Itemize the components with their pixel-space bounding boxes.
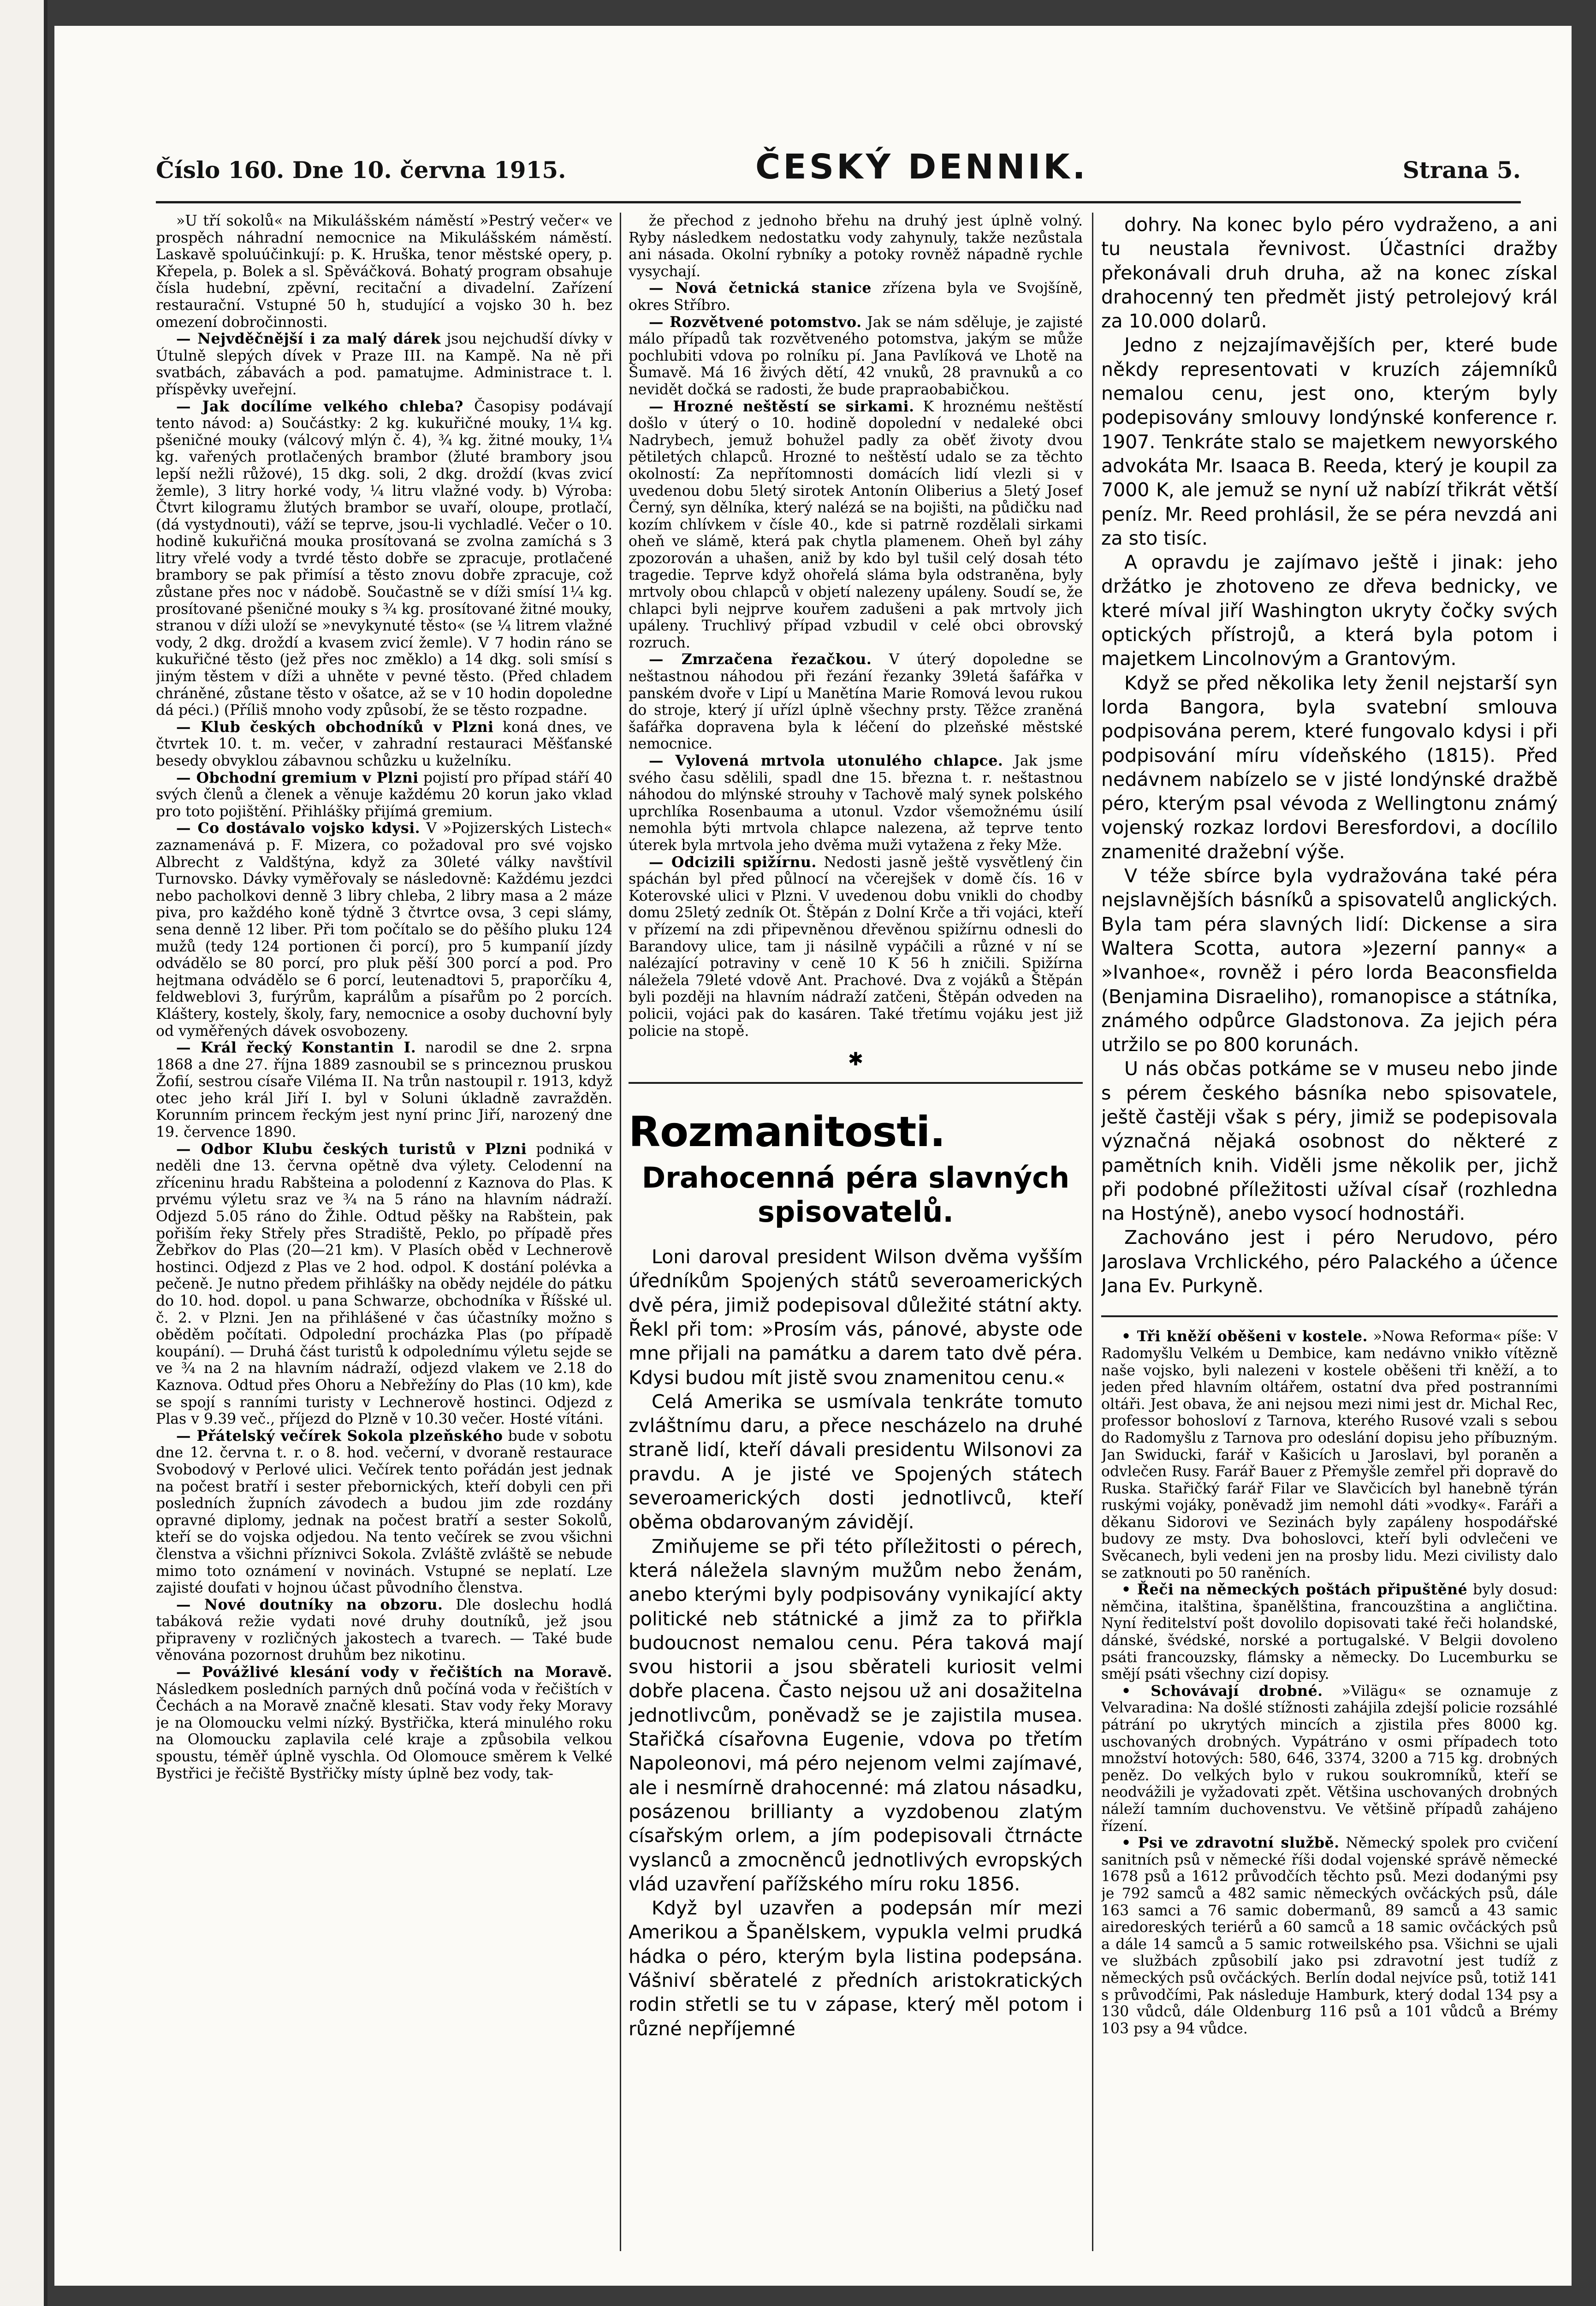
column-2-news — [629, 213, 1083, 1040]
news-item — [629, 651, 1083, 753]
section-separator: ✱ — [848, 1049, 864, 1070]
article-paragraph: dohry. Na konec bylo péro vydraženo, a ani tu neustala řevnivost. Účastníci dražby překonávali druh druha, až na konec získal drahocenný ten předmět jistý petrolejový král za 10.000 dolarů. — [1101, 214, 1558, 333]
news-item — [156, 719, 612, 770]
news-item-text: Následkem posledních parných dnů počíná voda v řečištích v Čechách a na Moravě značně klesati. Stav vody řeky Moravy je na Olomoucku velmi nízký. Bystřička, která minulého roku na Olomoucku zaplavila celé kraje a způsobila velkou spoustu, téměř úplně vyschla. Od Olomouce směrem k Velké Bystřici je řečiště Bystřičky místy úplně bez vody, tak- — [156, 1681, 612, 1782]
news-item — [629, 213, 1083, 280]
news-item-text: podniká v neděli dne 13. června opětně dva výlety. Celodenní na zříceninu hradu Rabšteina a polodenní z Kaznova do Plas. K prvému výletu sraz ve ¾ na 5 ráno na hlavním nádraží. Odjezd 5.05 ráno do Žihle. Odtud pěšky na Rabštein, pak pořiším řeky Střely přes Stradiště, Peklo, po případě přes Žebřkov do Plas (20—21 km). V Plasích oběd v Lechnerově hostinci. Odjezd z Plas ve 2 hod. odpol. K dostání polévka a pečeně. Je nutno předem přihlášky na obědy nejdéle do pátku do 10. hod. dopol. u pana Schwarze, obchodníka v Říšské ul. č. 2. v Plzni. Jen na přihlášené v čas účastníky možno s oběděm počítati. Odpolední procházka Plas (po případě koupání). — Druhá část turistů k odpolednímu výletu sejde se ve ¾ na 2 na hlavním nádraží, odjezd vlakem ve 2.18 do Kaznova. Odtud přes Ohoru a Nebřežíny do Plas (10 km), kde se spojí s ranními turisty v Lechnerově hostinci. Odjezd z Plas v 9.39 več., příjezd do Plzně v 10.30 večer. Hosté vítáni. — [156, 1141, 612, 1428]
section-rule-3 — [1101, 1315, 1558, 1317]
news-item-lead: — Klub českých obchodníků v Plzni — [176, 718, 494, 736]
news-item — [1101, 1328, 1558, 1581]
article-paragraph: Loni daroval president Wilson dvěma vyšším úředníkům Spojených států severoamerických dvě péra, jimiž podepisoval důležité státní akty. Řekl při tom: »Prosím vás, pánové, abyste ode mne přijali na památku a darem tato dvě péra. Kdysi budou mít jistě svou znamenitou cenu.« — [629, 1246, 1083, 1389]
news-item-text: narodil se dne 2. srpna 1868 a dne 27. října 1889 zasnoubil se s princeznou pruskou Žofií, sestrou císaře Viléma II. Na trůn nastoupil r. 1913, když otec jeho král Jiří I. byl v Soluni úkladně zavražděn. Korunním princem řeckým jest nyní princ Jiří, narozený dne 19. července 1890. — [156, 1040, 612, 1141]
news-item-text: byly dosud: němčina, italština, španělština, francouzština a angličtina. Nyní ředitelství pošt dovolilo dopisovati také řeči holandské, dánské, švédské, norské a portugalské. V Belgii dovoleno psáti francouzsky, flámsky a německy. Do Lucemburku se smějí psáti všechny cizí dopisy. — [1101, 1581, 1558, 1683]
news-item — [156, 331, 612, 398]
news-item-text: »U tří sokolů« na Mikulášském náměstí »Pestrý večer« ve prospěch náhradní nemocnice na Mikulášském náměstí. Laskavě spoluúčinkují: p. K. Hruška, tenor městské opery, p. Křepela, p. Bolek a sl. Spěváčková. Bohatý program obsahuje čísla hudební, zpěvní, recitační a divadelní. Zařízení restaurační. Vstupné 50 h, studující a vojsko 30 h. bez omezení dobročinnosti. — [156, 213, 612, 331]
news-item — [629, 280, 1083, 314]
news-item-lead: — Hrozné neštěstí se sirkami. — [649, 398, 914, 415]
news-item-text: Jak jsme svého času sdělili, spadl dne 15. března t. r. neštastnou náhodou do mlýnské strouhy v Tachově malý synek polského uprchlíka Rosenbauma a utonul. Vzdor všemožnému úsilí nemohla býti mrtvola chlapce nalezena, až teprve tento úterek byla mrtvola jeho dvěma muži vytažena z řeky Mže. — [629, 753, 1083, 854]
news-item-text: pojistí pro případ stáří 40 svých členů a členek a věnuje každému 20 korun jako vklad pro toto pojištění. Přihlášky přijímá gremium. — [156, 769, 612, 820]
news-item-text: bude v sobotu dne 12. června t. r. o 8. hod. večerní, v dvoraně restaurace Svobodový v Perlové ulici. Večírek tento pořádán jest jednak na počest bratří i sester přebornických, kteří dobyli cen při posledních župních závodech a budou jim zde rozdány opravné diplomy, jednak na počest bratří a sester Sokolů, kteří se do vojska odjedou. Na tento večírek se zvou všichni členstva a všichni příznivci Sokola. Zvláště zvláště se nebude mimo toto oznámení v novinách. Vstupné se neplatí. Lze zajisté doufati v hojnou účast původního členstva. — [156, 1427, 612, 1597]
news-item-lead: — Jak docílíme velkého chleba? — [176, 398, 463, 415]
news-item-text: »Nowa Reforma« píše: V Radomyšlu Velkém u Dembice, kam nedávno vnikło vítězně naše vojsko, byli nalezeni v kostele oběšeni tři kněží, a to jeden před hlavním oltářem, ostatní dva před postranními oltáři. Jest obava, že ani nejsou mezi nimi jest dr. Michal Rec, professor bohosloví z Tarnova, kterého Rusové vzali s sebou do Radomyšlu z Tarnova pro odeslání dopisu jeho příbuzným. Jan Swiducki, farář v Kašicích u Jaroslavi, byl poraněn a odvlečen Rusy. Farář Bauer z Přemyšle zemřel při dopravě do Ruska. Stařičký farář Filar ve Slavčicích byl hanebně týrán ruskými vojáky, poněvadž jim nemohl dáti »vodky«. Faráři a děkanu Sidorovi ve Sezinách byly zapáleny hospodářské budovy ze msty. Dva bohoslovci, kteří byli odvlečeni ve Svěcanech, byli vedeni jen na prosby lidu. Mezi civilisty dalo se zatknouti po 50 raněních. — [1101, 1328, 1558, 1581]
adjacent-page-edge — [0, 0, 47, 2306]
article-paragraph: V téže sbírce byla vydražována také péra nejslavnějších básníků a spisovatelů anglických. Byla tam péra slavných lidí: Dickense a sira Waltera Scotta, autora »Jezerní panny« a »Ivanhoe«, rovněž i péro lorda Beaconsfielda (Benjamina Disraeliho), romanopisce a státníka, známého odpůrce Gladstonova. Za jejich péra utržilo se po 800 korunách. — [1101, 865, 1558, 1056]
news-item-text: zřízena byla ve Svojšíně, okres Stříbro. — [629, 280, 1083, 314]
news-item-lead: — Vylovená mrtvola utonulého chlapce. — [649, 752, 1003, 769]
news-item — [156, 1141, 612, 1428]
news-item-text: že přechod z jednoho břehu na druhý jest úplně volný. Ryby následkem nedostatku vody zahynuly, takže nezůstala ani násada. Okolní rybníky a potoky rovněž nápadně rychle vysychají. — [629, 213, 1083, 280]
news-item — [1101, 1581, 1558, 1683]
news-item — [629, 314, 1083, 398]
news-item-lead: — Král řecký Konstantin I. — [176, 1039, 416, 1057]
news-item-text: Dle doslechu hodlá tabáková režie vydati nové druhy doutníků, jež jsou připraveny v rozličných jakostech a tvarech. — Také bude věnována pozornost druhům bez nikotinu. — [156, 1596, 612, 1664]
news-item — [156, 1428, 612, 1597]
article-continuation — [1101, 213, 1558, 1298]
news-item — [1101, 1835, 1558, 2037]
news-item-text: jsou nejchudší dívky v Útulně slepých dívek v Praze III. na Kampě. Na ně při svatbách, zábavách a pod. pamatujme. Administrace t. l. příspěvky uveřejní. — [156, 331, 612, 398]
issue-date: Číslo 160. Dne 10. června 1915. — [156, 156, 566, 184]
column-3 — [1101, 213, 1558, 2251]
news-item-lead: • Řeči na německých poštách připuštěné — [1121, 1581, 1468, 1599]
news-item-lead: — Rozvětvené potomstvo. — [649, 313, 862, 331]
article-paragraph: Celá Amerika se usmívala tenkráte tomuto zvláštnímu daru, a přece nescházelo na druhé straně lidí, kteří dávali presidentu Wilsonovi za pravdu. A je jisté ve Spojených státech severoamerických dosti jednotlivců, kteří oběma obdarovaným závidějí. — [629, 1390, 1083, 1533]
news-item-lead: — Obchodní gremium v Plzni — [176, 769, 419, 786]
article-headline: Drahocenná péra slavných spisovatelů. — [641, 1161, 1070, 1229]
news-item-text: Nedosti jasně ještě vysvětlený čin spáchán byl před půlnocí na včerejšek v domě čís. 16 v Koterovské ulici v Plzni. V uvedenou dobu vnikli do chodby domu 25letý zedník Ot. Štěpán z Dolní Krče a tři vojáci, kteří v přízemí na zdi připevněnou dřevěnou spižírnu odnesli do Barandovy ulice, tam ji násilně vypáčili a různé v ní se nalézající potraviny v ceně 10 K 56 h zničili. Spižírna náležela 79leté vdově Ant. Prachové. Dva z vojáků a Štěpán byli později na hlavním nádraží zatčeni, Štěpán odveden na policii, vojáci pak do kasáren. Také třetímu vojáku jest již policie na stopě. — [629, 854, 1083, 1040]
news-item-text: K hroznému neštěstí došlo v úterý o 10. hodině dopolední v nedaleké obci Nadrybech, jemuž bohužel padly za oběť životy dvou pětiletých chlapců. Hrozné to neštěstí udalo se za těchto okolností: Za nepřítomnosti domácích lidí vlezli si v uvedenou dobu 5letý sirotek Antonín Oliberius a 5letý Josef Černý, syn dělníka, který nalézá se na bojišti, na půdičku nad kozím chlívkem v čísle 40., kde si patrně rozdělali sirkami oheň ve slámě, která pak chytla plamenem. Oheň byl záhy zpozorován a uhašen, aniž by kdo byl tušil celý dosah této tragedie. Teprve když ohořelá sláma byla odstraněna, byly mrtvoly obou chlapců v objetí nalezeny upáleny. Soudí se, že chlapci byli nejprve kouřem zadušeni a pak mrtvoly jich upáleny. Truchlivý případ vzbudil v celé obci obrovský rozruch. — [629, 398, 1083, 651]
news-item-lead: • Psi ve zdravotní službě. — [1121, 1834, 1340, 1852]
news-item-lead: — Odcizili spižírnu. — [649, 853, 817, 871]
news-item-lead: — Odbor Klubu českých turistů v Plzni — [176, 1140, 527, 1158]
newspaper-title: ČESKÝ DENNIK. — [755, 147, 1088, 187]
news-item — [629, 398, 1083, 652]
news-item — [156, 1664, 612, 1782]
column-rule-2 — [1092, 213, 1093, 2251]
news-item-text: Německý spolek pro cvičení sanitních psů v německé říši dodal vojenské správě německé 1678 psů a 1612 průvodčích těchto psů. Mezi dodanými psy je 792 samců a 482 samic německých ovčáckých psů, dále 163 samci a 76 samic dobermanů, 89 samců a 43 samic airedoreských teriérů a 60 samců a 18 samic ovčáckých psů a dále 14 samců a 5 samic rotweilského psa. Všichni se ujali ve službách způsobilí jako psi zdravotní jest tudíž z německých psů ovčáckých. Berlín dodal nejvíce psů, totiž 141 s průvodčími, Pak následuje Hamburk, který dodal 134 psy a 130 vůdců, dále Oldenburg 116 psů a 101 vůdců a Brémy 103 psy a 94 vůdce. — [1101, 1835, 1558, 2037]
news-item — [156, 820, 612, 1040]
news-item-text: Časopisy podávají tento návod: a) Součástky: 2 kg. kukuřičné mouky, 1¼ kg. pšeničné mouky (válcový mlýn č. 4), ¾ kg. žitné mouky, 1¼ kg. vařených protlačených brambor (žluté brambory jsou lepší nežli růžové), 15 dkg. soli, 2 dkg. droždí (kvas zvicí žemle), 3 litry horké vody, ¼ litru vlažné vody. b) Výroba: Čtvrt kilogramu žlutých brambor se uvaří, oloupe, protlačí, (dá vystydnouti), váží se teprve, jsou-li vychladlé. Večer o 10. hodině kukuřičná mouka prosítovaná se zvolna zamíchá s 3 litry vřelé vody a tvrdé těsto dobře se zpracuje, protlačené brambory se pak přimísí a těsto znovu dobře zpracuje, což zůstane přes noc v nádobě. Součastně se v díži smísí 1¼ kg. prosítované pšeničné mouky s ¾ kg. prosítované žitné mouky, stranou v díži uloží se »nevykynuté těsto« (se ¼ litrem vlažné vody, 2 dkg. droždí a kvasem zvicí žemle). V 7 hodin ráno se kukuřičné těsto (jež přes noc změklo) a 14 dkg. soli smísí s jiným těstem v díži a uhněte v pevné těsto. (Před chladem chráněné, zůstane těsto v ošatce, až se v 10 hodin dopoledne dá péci.) (Příliš mnoho vody způsobí, že se těsto rozpadne. — [156, 398, 612, 719]
article-body — [629, 1245, 1083, 2041]
news-item — [629, 753, 1083, 854]
news-item-text: V úterý dopoledne se neštastnou náhodou při řezání řezanky 39letá šafářka v panském dvoře v Lipí u Manětína Marie Romová levou rukou do stroje, který jí uřízl úplně všechny prsty. Těžce zraněná šafářka dopravena byla k léčení do plzeňské městské nemocnice. — [629, 651, 1083, 753]
column-1-news — [156, 213, 612, 2251]
news-item-lead: — Přátelský večírek Sokola plzeňského — [176, 1427, 503, 1444]
news-item-text: Jak se nám sděluje, je zajisté málo případů tak rozvětveného potomstva, jakým se může pochlubiti vdova po rolníku pí. Jana Pavlíková ve Lhotě na Šumavě. Má 16 živých dětí, 42 vnuků, 28 pravnuků a co nevidět dočká se radosti, že bude prapraobabičkou. — [629, 314, 1083, 398]
article-paragraph: Jedno z nejzajímavějších per, které bude někdy representovati v kruzích zájemníků nemalou cenu, jest ono, kterým byly podepisovány smlouvy londýnské konference r. 1907. Tenkráte stalo se majetkem newyorského advokáta Mr. Isaaca B. Reeda, který je koupil za 7000 K, ale jemuž se nyní už nabízí třikrát větší peníz. Mr. Reed prohlásil, že se péra nevzdá ani za sto tisíc. — [1101, 334, 1558, 549]
column-2 — [629, 213, 1083, 2251]
article-paragraph: U nás občas potkáme se v museu nebo jinde s pérem českého básníka nebo spisovatele, ještě častěji však s péry, jimiž se podepisovala význačná nějaká osobnost do některé z pamětních knih. Viděli jsme několik per, jichž při podobné příležitosti užíval císař (rozhledna na Hostýně), anebo vysocí hodnostáři. — [1101, 1058, 1558, 1225]
news-item — [1101, 1683, 1558, 1835]
news-item-lead: — Nová četnická stanice — [649, 279, 872, 297]
news-item — [156, 1040, 612, 1141]
news-item — [156, 770, 612, 820]
article-paragraph: Zachováno jest i péro Nerudovo, péro Jaroslava Vrchlického, péro Palackého a účence Jana Ev. Purkyně. — [1101, 1226, 1558, 1297]
news-item-lead: — Co dostávalo vojsko kdysi. — [176, 820, 421, 837]
news-item-lead: • Schovávají drobné. — [1121, 1682, 1323, 1700]
news-item-lead: — Nové doutníky na obzoru. — [176, 1596, 443, 1613]
news-item-text: »Vilägu« se oznamuje z Velvaradina: Na došlé stížnosti zahájila zdejší policie rozsáhlé pátrání po ukrytých mincích a zjistila přes 8000 kg. uschovaných drobných. Vypátráno v osmi případech toto množství hotových: 580, 646, 3374, 3200 a 715 kg. drobných peněz. Do velkých bylo v rukou soukromníků, kteří se neodvážili je vyžadovati zpět. Většina uschovaných drobných náleží tamním duchovenstvu. Ve většině případů zahájeno řízení. — [1101, 1682, 1558, 1835]
news-item-lead: — Nejvděčnější i za malý dárek — [176, 330, 441, 348]
news-item-lead: • Tři kněží oběšeni v kostele. — [1121, 1328, 1368, 1345]
column-rule-1 — [620, 213, 621, 2251]
column-3-notices — [1101, 1328, 1558, 2037]
news-item — [156, 398, 612, 719]
news-item-lead: — Povážlivé klesání vody v řečištích na Moravě. — [176, 1664, 612, 1681]
news-item-lead: — Zmrzačena řezačkou. — [649, 651, 872, 668]
article-paragraph: Když byl uzavřen a podepsán mír mezi Amerikou a Španělskem, vypukla velmi prudká hádka o péro, kterým byla listina podepsána. Vášniví sběratelé z předních aristokratických rodin střetli se tu v zápase, který měl potom i různé nepříjemné — [629, 1897, 1083, 2040]
news-item — [156, 1597, 612, 1664]
article-paragraph: Když se před několika lety ženil nejstarší syn lorda Bangora, byla svatební smlouva podpisována perem, které fungovalo kdysi i při podpisování míru vídeňského (1815). Před nedávnem nabízelo se v jisté londýnské dražbě péro, kterým psal vévoda z Wellingtonu známý vojenský rozkaz lordovi Beresfordovi, a docílilo znamenité dražební výše. — [1101, 672, 1558, 863]
header-rule — [156, 201, 1521, 203]
news-item-text: V »Pojizerských Listech« zaznamenává p. F. Mizera, co požadoval pro své vojsko Albrecht z Valdštýna, když za 30leté války navštívil Turnovsko. Dávky vyměřovaly se následovně: Každému jezdci nebo pacholkovi denně 3 libry chleba, 2 libry masa a 2 máze piva, pro každého koně týdně 3 čtvrtce ovsa, 3 cepi slámy, sena denně 12 liber. Při tom počítalo se do pěšího pluku 124 mužů (tedy 124 portionen či porcí), pro 5 kumpaníí jízdy odvádělo se 80 porcí, pro pluk pěší 300 porcí a pod. Pro hejtmana odvádělo se 6 porcí, leutenadtovi 5, praporčíku 4, feldweblovi 3, furýrům, kaprálům a písařům po 2 porcích. Kláštery, kostely, školy, fary, nemocnice a osoby duchovní byly od vyměřených dávek osvobozeny. — [156, 820, 612, 1040]
page-header — [156, 143, 1521, 199]
news-item — [629, 854, 1083, 1040]
article-paragraph: Zmiňujeme se při této příležitosti o pérech, která náležela slavným mužům nebo ženám, anebo kterými byly podpisovány vynikající akty politické neb státnické a jimž za to přiřkla budoucnost nemalou cenu. Péra taková mají svou historii a jsou sběrateli kuriosit velmi dobře placena. Často nejsou už ani dosažitelna jednotlivcům, poněvadž se je zajistila musea. Stařičká císařovna Eugenie, vdova po třetím Napoleonovi, má péro nejenom velmi zajímavé, ale i nesmírně drahocenné: má zlatou násadku, posázenou brillianty a vyzdobenou zlatým císařským orlem, a jím podepisovali čtrnácte vyslanců a zmocněnců jednotlivých evropských vlád uzavření pařížského míru roku 1856. — [629, 1535, 1083, 1895]
page-number: Strana 5. — [1402, 156, 1521, 184]
news-item-text: koná dnes, ve čtvrtek 10. t. m. večer, v zahradní restauraci Měšťanské besedy obvyklou zábavnou schůzku u kuželníku. — [156, 719, 612, 769]
section-heading: Rozmanitosti. — [629, 1108, 945, 1157]
section-rule — [629, 1082, 1083, 1084]
news-item — [156, 213, 612, 331]
article-paragraph: A opravdu je zajímavo ještě i jinak: jeho držátko je zhotoveno ze dřeva bednicky, ve které míval jiří Washington ukryty čočky svých optických přístrojů, a která byla potom i majetkem Lincolnovým a Grantovým. — [1101, 551, 1558, 670]
